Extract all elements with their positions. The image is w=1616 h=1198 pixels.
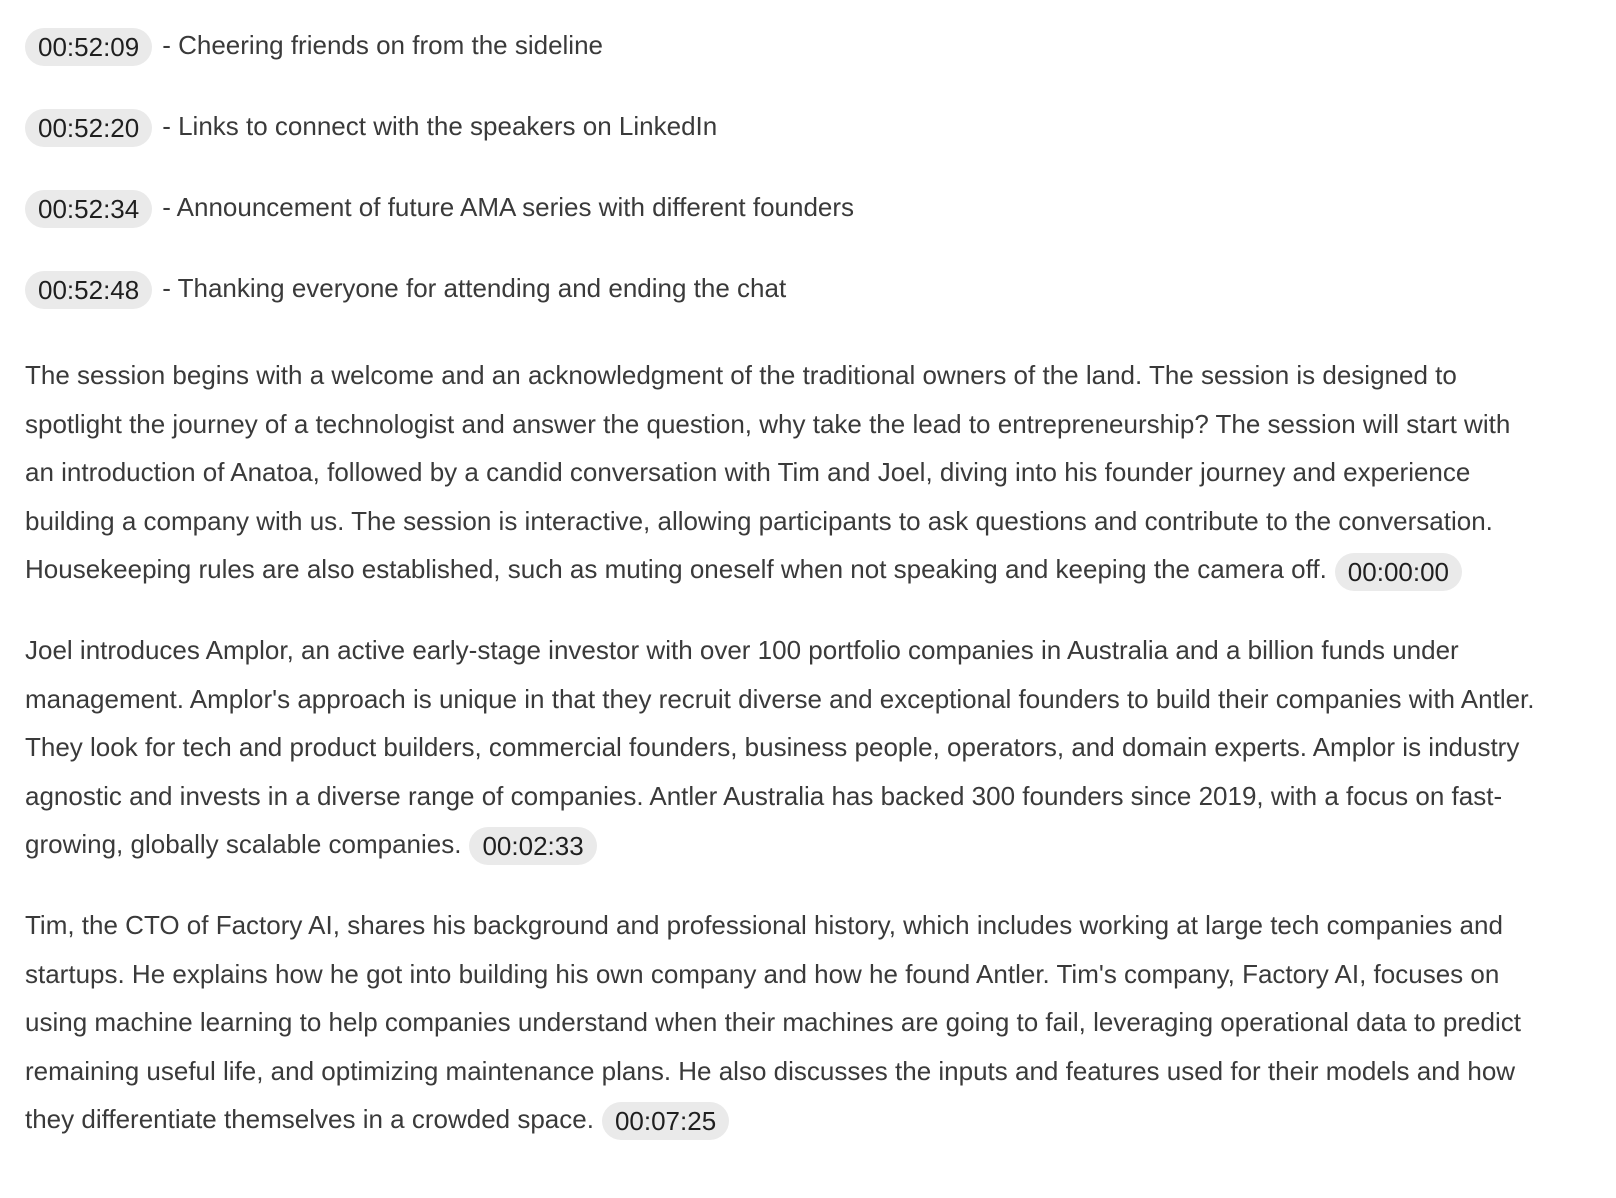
chapter-text: - Announcement of future AMA series with different founders: [162, 192, 855, 222]
chapter-text: - Thanking everyone for attending and ending the chat: [162, 273, 787, 303]
timestamp-chip[interactable]: 00:52:34: [25, 190, 152, 228]
chapter-item: [25, 25, 1545, 65]
chapter-text: - Links to connect with the speakers on LinkedIn: [162, 111, 718, 141]
timestamp-chip[interactable]: 00:52:20: [25, 109, 152, 147]
summary-text: Tim, the CTO of Factory AI, shares his background and professional history, which includes working at large tech companies and startups. He explains how he got into building his own company and how he found Antler. Tim's company, Factory AI, focuses on using machine learning to help companies understand when their machines are going to fail, leveraging operational data to predict remaining useful life, and optimizing maintenance plans. He also discusses the inputs and features used for their models and how they differentiate themselves in a crowded space.: [25, 909, 1521, 1135]
timestamp-chip[interactable]: 00:00:00: [1335, 553, 1462, 591]
summary-paragraph: [25, 626, 1545, 869]
chapter-item: [25, 268, 1545, 308]
timestamp-chip[interactable]: 00:07:25: [602, 1102, 729, 1140]
timestamp-chip[interactable]: 00:52:09: [25, 28, 152, 66]
summary-text: Joel introduces Amplor, an active early-stage investor with over 100 portfolio companies in Australia and a billion funds under management. Amplor's approach is unique in that they recruit diverse and exceptional founders to build their companies with Antler. They look for tech and product builders, commercial founders, business people, operators, and domain experts. Amplor is industry agnostic and invests in a diverse range of companies. Antler Australia has backed 300 founders since 2019, with a focus on fast-growing, globally scalable companies.: [25, 634, 1535, 860]
chapter-item: [25, 187, 1545, 227]
summary-paragraph: [25, 351, 1545, 594]
chapter-item: [25, 106, 1545, 146]
chapter-text: - Cheering friends on from the sideline: [162, 30, 603, 60]
timestamp-chip[interactable]: 00:52:48: [25, 271, 152, 309]
timestamp-chip[interactable]: 00:02:33: [469, 827, 596, 865]
summary-paragraph: [25, 901, 1545, 1144]
summary-text: The session begins with a welcome and an acknowledgment of the traditional owners of the land. The session is designed to spotlight the journey of a technologist and answer the question, why take the lead to entrepreneurship? The session will start with an introduction of Anatoa, followed by a candid conversation with Tim and Joel, diving into his founder journey and experience building a company with us. The session is interactive, allowing participants to ask questions and contribute to the conversation. Housekeeping rules are also established, such as muting oneself when not speaking and keeping the camera off.: [25, 360, 1511, 585]
